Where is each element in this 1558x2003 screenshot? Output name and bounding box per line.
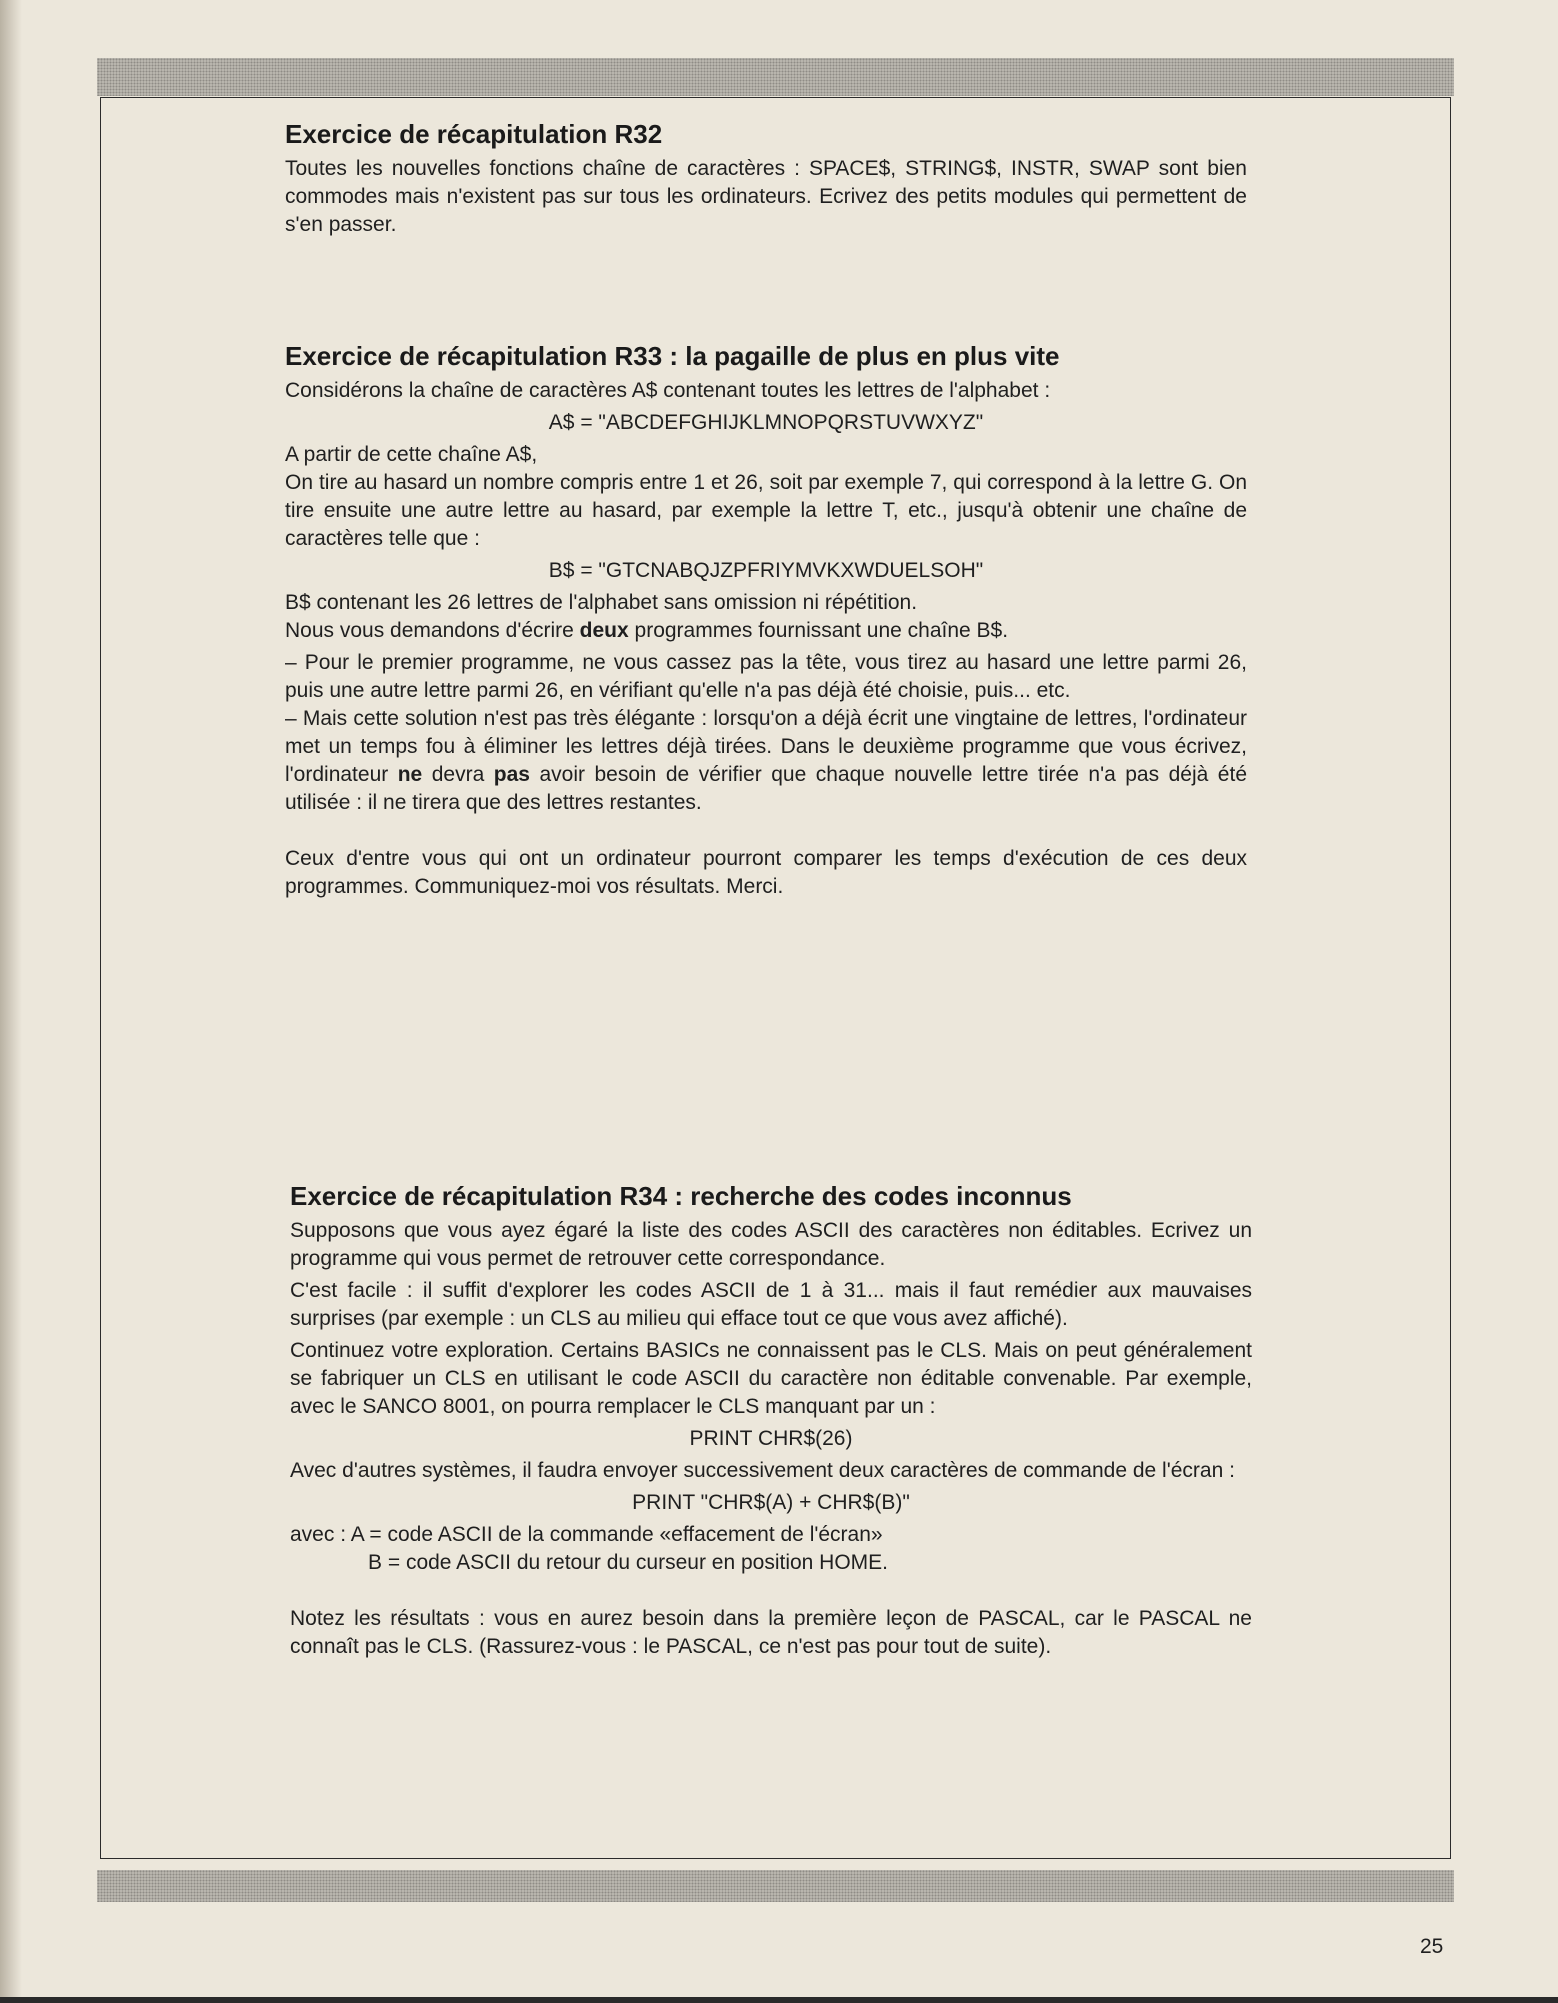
r34-para3: Continuez votre exploration. Certains BASICs ne connaissent pas le CLS. Mais on peut généralement se fabriquer un CLS en utilisant le code ASCII du caractère non éditable convenable. Par exemple, avec le SANCO 8001, on pourra remplacer le CLS manquant par un : xyxy=(290,1339,1252,1418)
r33-second-pre: – Mais cette solution n'est pas très élégante : lorsqu'on a déjà écrit une vingtaine de lettres, l'ordinateur met un temps fou à éliminer les lettres déjà tirées. Dans le deuxième programme que vous écrivez, l'ordinateur xyxy=(285,707,1247,786)
page-bottom-edge xyxy=(0,1997,1558,2003)
page-gutter-shadow xyxy=(0,0,22,2003)
r33-request-bold: deux xyxy=(579,619,629,642)
top-halftone-band xyxy=(97,58,1454,96)
r34-code-chr: PRINT "CHR$(A) + CHR$(B)" xyxy=(632,1491,910,1514)
r33-second-program xyxy=(285,705,1247,817)
exercise-r32-title: Exercice de récapitulation R32 xyxy=(285,119,663,149)
exercise-r32-text: Toutes les nouvelles fonctions chaîne de caractères : SPACE$, STRING$, INSTR, SWAP sont bien commodes mais n'existent pas sur tous les ordinateurs. Ecrivez des petits modules qui permettent de s'en passer. xyxy=(285,157,1247,236)
r33-intro: Considérons la chaîne de caractères A$ contenant toutes les lettres de l'alphabet : xyxy=(285,379,1051,402)
exercise-r34-title: Exercice de récapitulation R34 : recherche des codes inconnus xyxy=(290,1181,1072,1211)
exercise-r33-title: Exercice de récapitulation R33 : la pagaille de plus en plus vite xyxy=(285,341,1060,371)
r33-request-post: programmes fournissant une chaîne B$. xyxy=(628,619,1009,642)
exercise-r32 xyxy=(285,117,1247,239)
bottom-halftone-band xyxy=(97,1870,1454,1902)
r34-para4: Avec d'autres systèmes, il faudra envoyer successivement deux caractères de commande de l'écran : xyxy=(290,1459,1235,1482)
r33-compare: Ceux d'entre vous qui ont un ordinateur pourront comparer les temps d'exécution de ces deux programmes. Communiquez-moi vos résultats. Merci. xyxy=(285,847,1247,898)
r34-para2: C'est facile : il suffit d'explorer les codes ASCII de 1 à 31... mais il faut remédier aux mauvaises surprises (par exemple : un CLS au milieu qui efface tout ce que vous avez affiché). xyxy=(290,1279,1252,1330)
r33-from-a: A partir de cette chaîne A$, xyxy=(285,443,538,466)
r33-second-bold-pas: pas xyxy=(493,763,530,786)
r34-avec-b: B = code ASCII du retour du curseur en position HOME. xyxy=(368,1551,889,1574)
r33-request-pre: Nous vous demandons d'écrire xyxy=(285,619,580,642)
r34-avec-a: avec : A = code ASCII de la commande «effacement de l'écran» xyxy=(290,1523,883,1546)
r34-para1: Supposons que vous ayez égaré la liste des codes ASCII des caractères non éditables. Ecrivez un programme qui vous permet de retrouver cette correspondance. xyxy=(290,1219,1252,1270)
r33-draw: On tire au hasard un nombre compris entre 1 et 26, soit par exemple 7, qui correspond à la lettre G. On tire ensuite une autre lettre au hasard, par exemple la lettre T, etc., jusqu'à obtenir une chaîne de caractères telle que : xyxy=(285,471,1247,550)
exercise-r33 xyxy=(285,339,1247,901)
r33-second-mid: devra xyxy=(422,763,494,786)
r34-code-cls: PRINT CHR$(26) xyxy=(689,1427,853,1450)
r33-b-desc: B$ contenant les 26 lettres de l'alphabet sans omission ni répétition. xyxy=(285,591,918,614)
page-number: 25 xyxy=(1420,1935,1444,1958)
r33-a-string: A$ = "ABCDEFGHIJKLMNOPQRSTUVWXYZ" xyxy=(548,411,984,434)
r33-b-string: B$ = "GTCNABQJZPFRIYMVKXWDUELSOH" xyxy=(548,559,984,582)
r33-second-post: avoir besoin de vérifier que chaque nouvelle lettre tirée n'a pas déjà été utilisée : il ne tirera que des lettres restantes. xyxy=(285,763,1247,814)
r33-request xyxy=(285,617,1247,645)
r33-second-bold-ne: ne xyxy=(397,763,423,786)
r34-para5: Notez les résultats : vous en aurez besoin dans la première leçon de PASCAL, car le PASCAL ne connaît pas le CLS. (Rassurez-vous : le PASCAL, ce n'est pas pour tout de suite). xyxy=(290,1607,1252,1658)
exercise-r34 xyxy=(290,1179,1252,1661)
r33-first-program: – Pour le premier programme, ne vous cassez pas la tête, vous tirez au hasard une lettre parmi 26, puis une autre lettre parmi 26, en vérifiant qu'elle n'a pas déjà été choisie, puis... etc. xyxy=(285,651,1247,702)
